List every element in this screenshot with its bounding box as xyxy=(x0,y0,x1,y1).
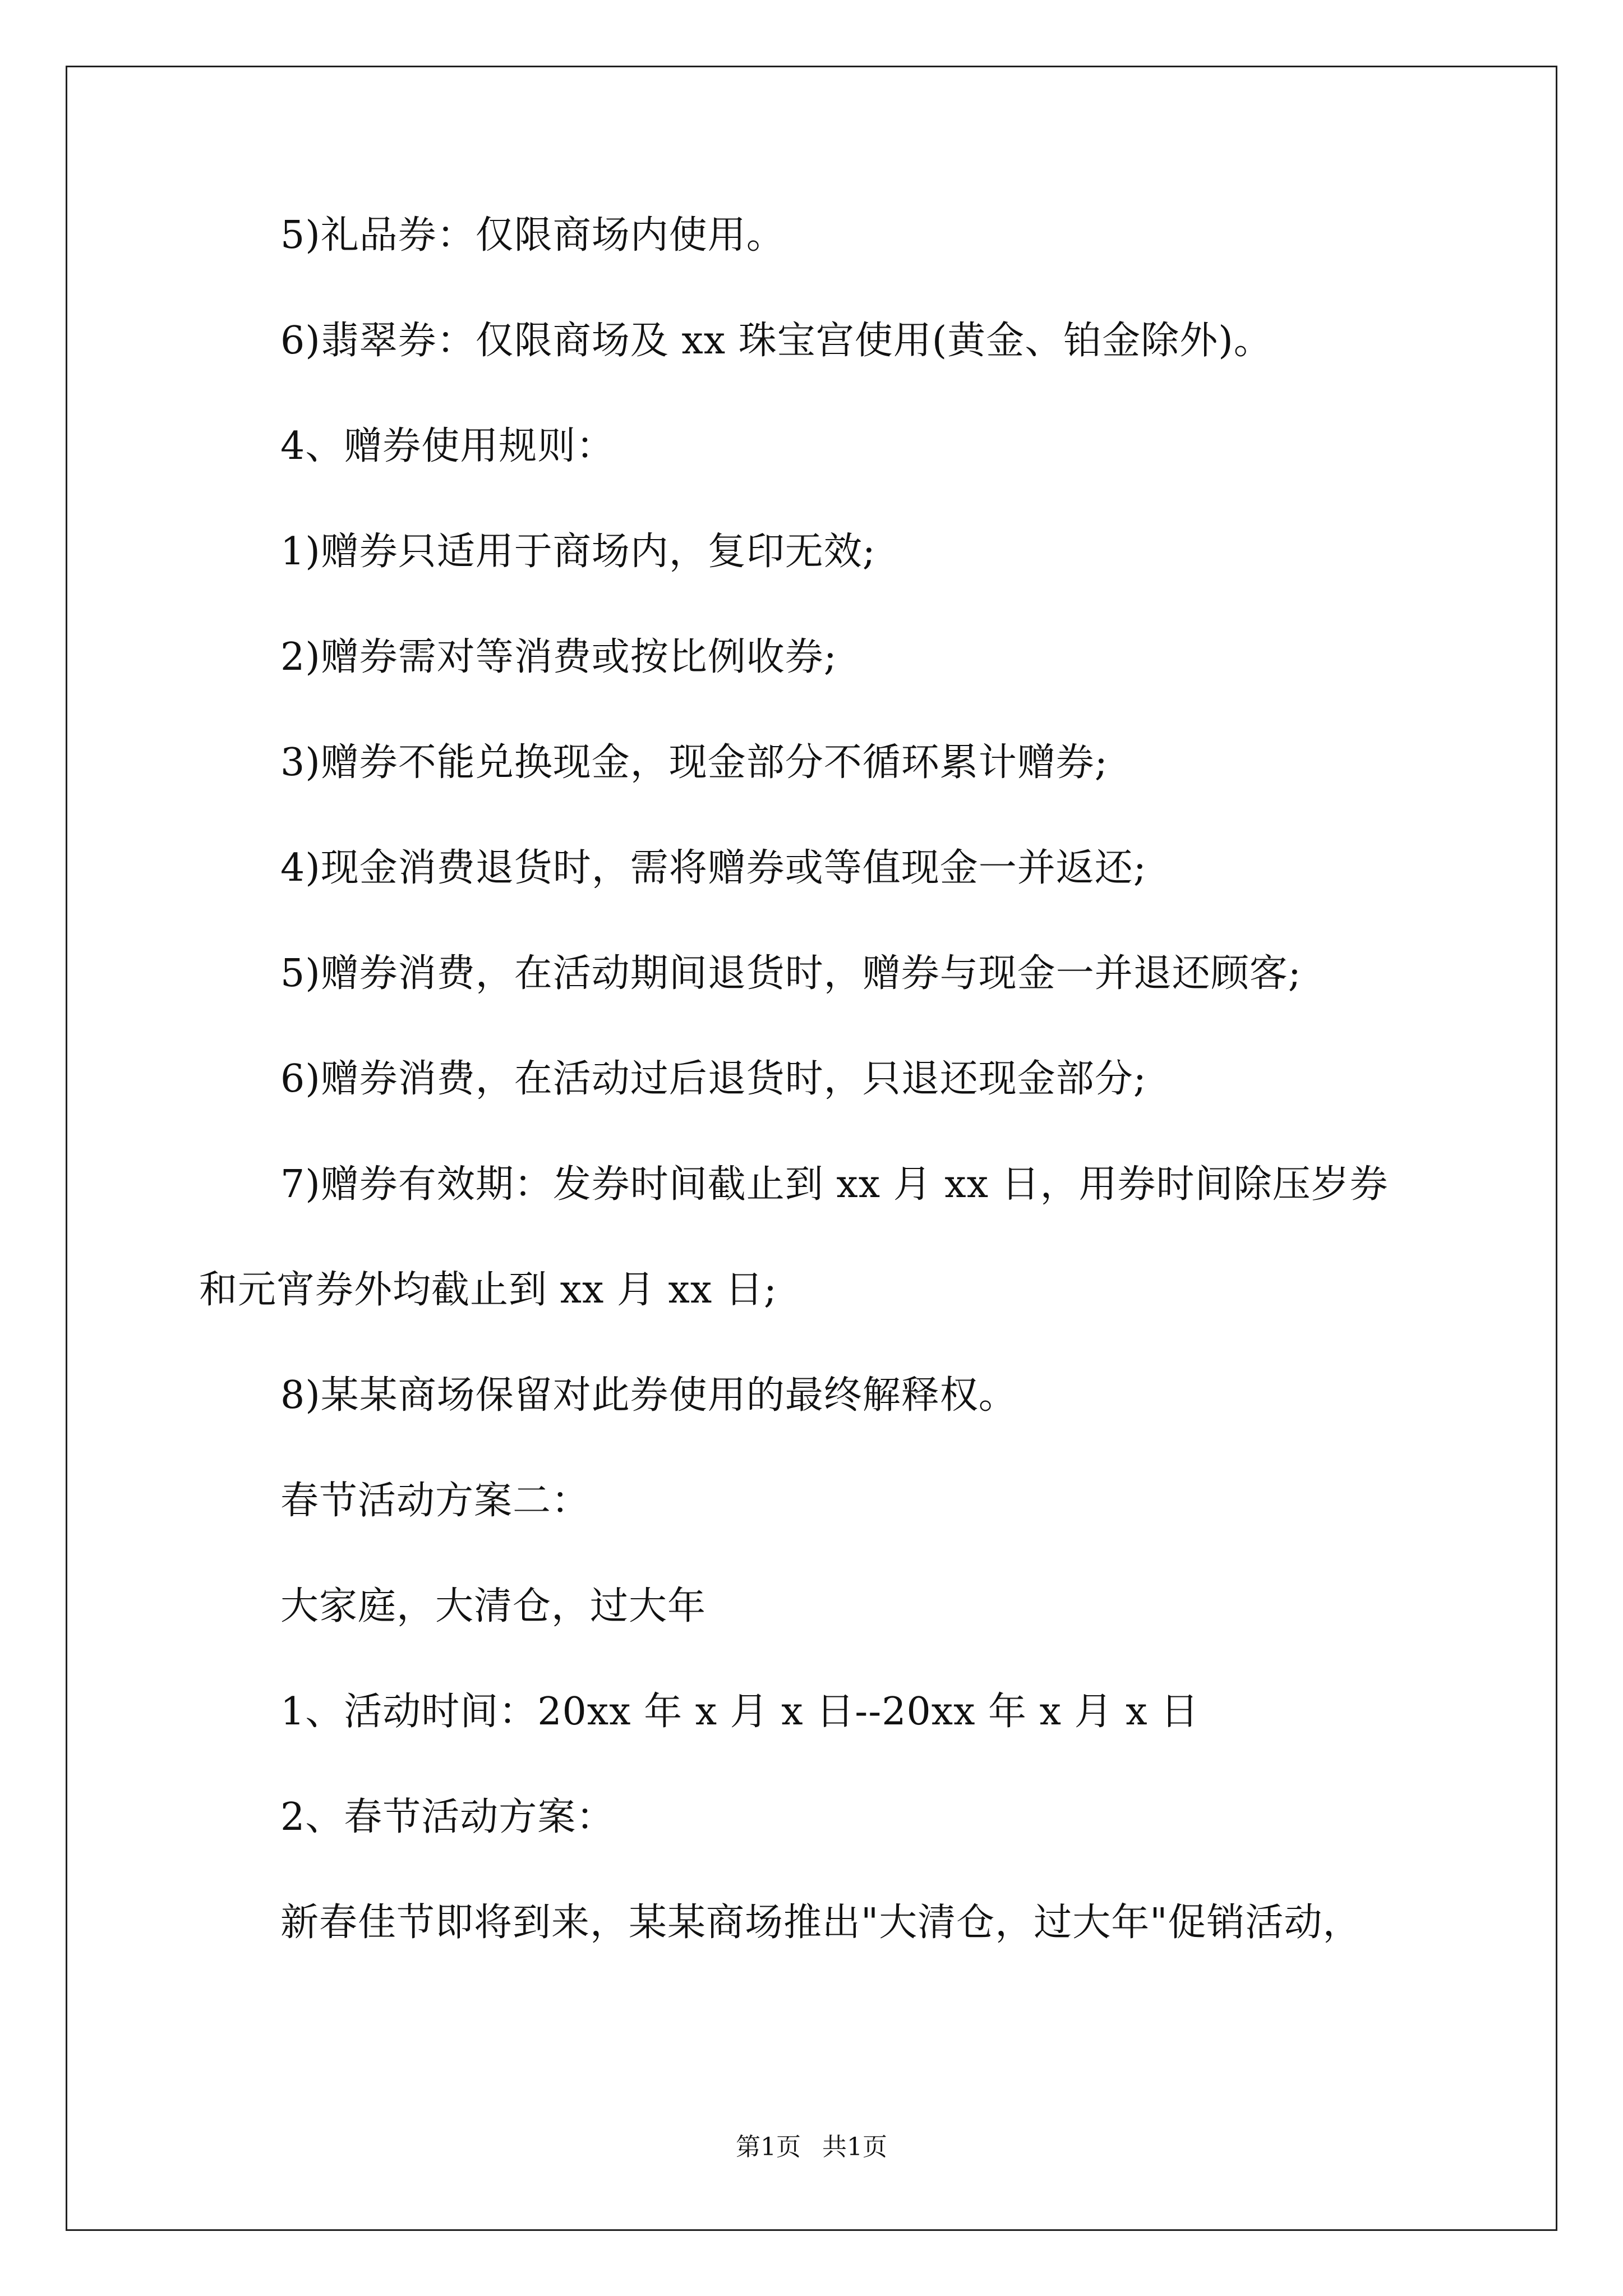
document-body xyxy=(67,67,1556,2229)
paragraph: 1、活动时间：20xx 年 x 月 x 日--20xx 年 x 月 x 日 xyxy=(280,1690,1200,1734)
paragraph: 3)赠券不能兑换现金，现金部分不循环累计赠券; xyxy=(280,740,1108,785)
page-number: 第1页 xyxy=(736,2133,801,2161)
paragraph: 新春佳节即将到来，某某商场推出"大清仓，过大年"促销活动， xyxy=(280,1901,1362,1945)
paragraph-continuation: 和元宵券外均截止到 xx 月 xx 日; xyxy=(199,1268,777,1312)
paragraph: 5)赠券消费，在活动期间退货时，赠券与现金一并退还顾客; xyxy=(280,951,1302,996)
paragraph: 2)赠券需对等消费或按比例收券; xyxy=(280,635,837,679)
paragraph: 8)某某商场保留对此券使用的最终解释权。 xyxy=(280,1373,1017,1418)
page-frame xyxy=(66,66,1557,2231)
paragraph: 7)赠券有效期：发券时间截止到 xx 月 xx 日，用券时间除压岁券 xyxy=(280,1162,1389,1207)
paragraph: 6)翡翠券：仅限商场及 xx 珠宝宫使用(黄金、铂金除外)。 xyxy=(280,319,1272,363)
section-heading: 2、春节活动方案： xyxy=(280,1795,615,1839)
page-footer xyxy=(67,2132,1556,2163)
paragraph: 5)礼品券：仅限商场内使用。 xyxy=(280,213,785,257)
section-heading: 春节活动方案二： xyxy=(280,1479,591,1523)
paragraph: 6)赠券消费，在活动过后退货时，只退还现金部分; xyxy=(280,1057,1147,1101)
paragraph: 大家庭，大清仓，过大年 xyxy=(280,1584,707,1628)
paragraph: 4)现金消费退货时，需将赠券或等值现金一并返还; xyxy=(280,846,1147,890)
page-total: 共1页 xyxy=(822,2133,887,2161)
section-heading: 4、赠券使用规则： xyxy=(280,424,615,468)
paragraph: 1)赠券只适用于商场内，复印无效; xyxy=(280,530,876,574)
